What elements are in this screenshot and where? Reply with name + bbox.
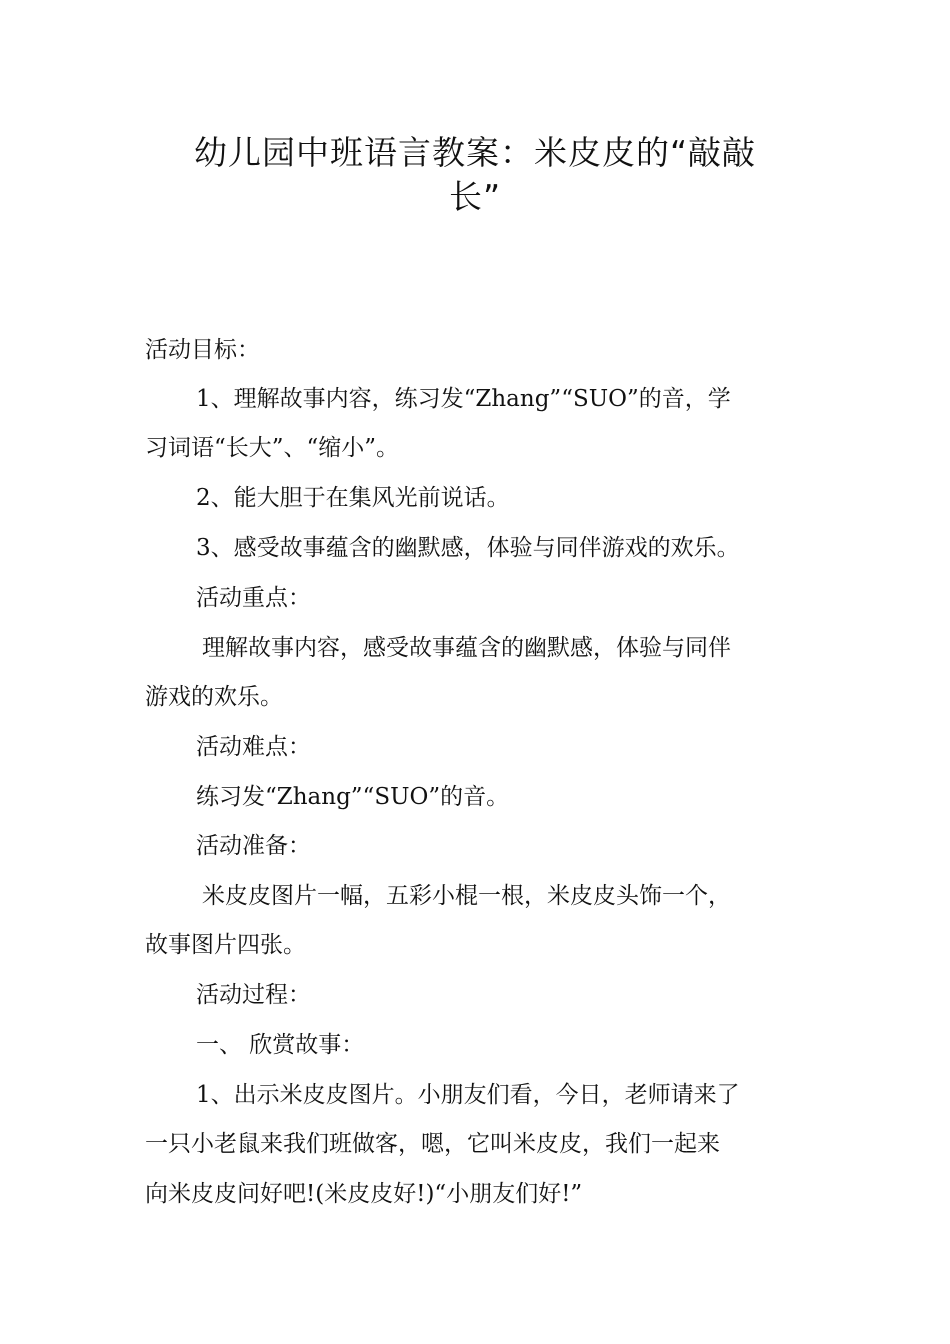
section-heading-key-points: 活动重点： [196,585,311,611]
document-title-line-1: 幼儿园中班语言教案：米皮皮的“敲敲 [193,133,757,172]
paragraph-line: 米皮皮图片一幅，五彩小棍一根，米皮皮头饰一个， [202,883,731,909]
subsection-heading: 一、 欣赏故事： [196,1032,365,1058]
paragraph-line: 理解故事内容，感受故事蕴含的幽默感，体验与同伴 [202,635,731,661]
paragraph-line: 一只小老鼠来我们班做客，嗯，它叫米皮皮，我们一起来 [145,1131,720,1157]
document-title-line-2: 长” [448,177,502,216]
paragraph-line: 向米皮皮问好吧!(米皮皮好!)“小朋友们好!” [145,1181,583,1207]
paragraph-line: 1、出示米皮皮图片。小朋友们看，今日，老师请来了 [196,1082,740,1108]
paragraph-line: 游戏的欢乐。 [145,684,283,710]
paragraph-line: 故事图片四张。 [145,932,306,958]
section-heading-preparation: 活动准备： [196,833,311,859]
paragraph-line: 2、能大胆于在集风光前说话。 [196,485,510,511]
section-heading-process: 活动过程： [196,982,311,1008]
paragraph-line: 3、感受故事蕴含的幽默感，体验与同伴游戏的欢乐。 [196,535,740,561]
section-heading-difficulties: 活动难点： [196,734,311,760]
paragraph-line: 1、理解故事内容，练习发“Zhang”“SUO”的音，学 [196,386,731,412]
paragraph-line: 练习发“Zhang”“SUO”的音。 [196,784,510,810]
section-heading-goals: 活动目标： [145,337,260,363]
paragraph-line: 习词语“长大”、“缩小”。 [145,435,400,461]
